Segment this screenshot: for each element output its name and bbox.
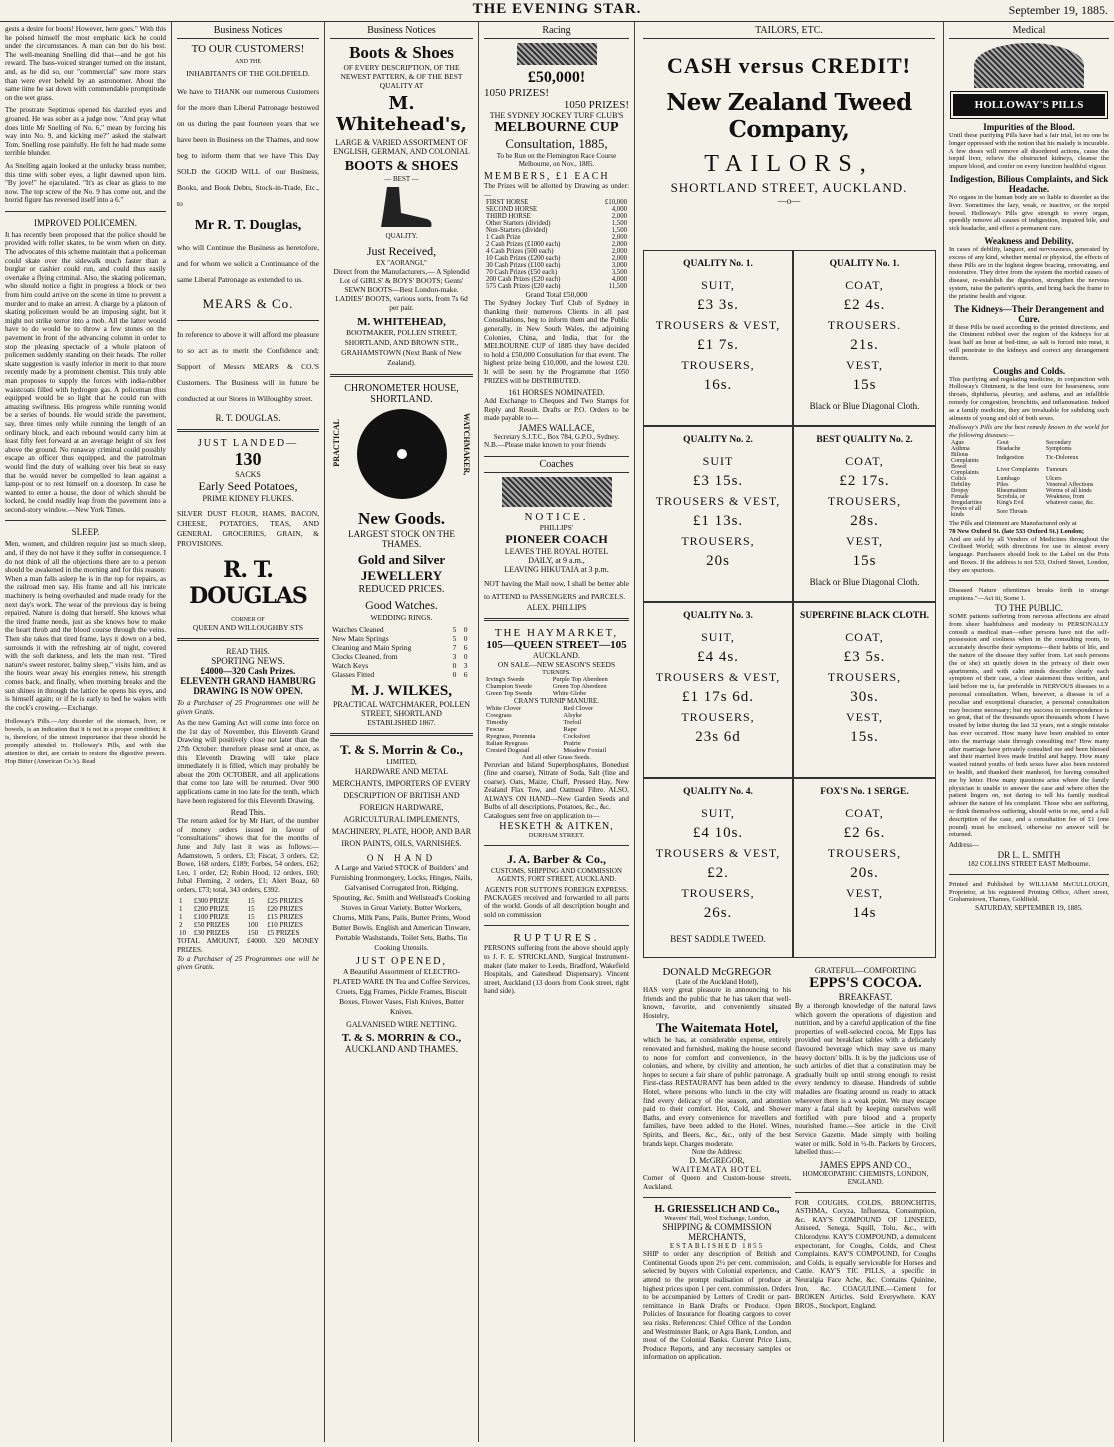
advert-name: R. T. DOUGLAS (189, 557, 307, 609)
advert-address: Secretary S.J.T.C., Box 784, G.P.O., Sydney. (493, 432, 620, 441)
imprint: Printed and Published by WILLIAM McCULLOUGH, Proprietor, at his registered Printing Office, Albert street, Grahamstown, Thames, Goldfield. (949, 880, 1109, 904)
advert-text: WEDDING RINGS. (370, 613, 433, 622)
advert-name: DONALD McGREGOR (662, 966, 772, 978)
advert-text: REDUCED PRICES. (358, 584, 445, 595)
price-box: QUALITY No. 2. SUIT £3 15s. TROUSERS & VEST, £1 13s. TROUSERS, 20s (643, 426, 793, 602)
advert-signature: DR L. L. SMITH (997, 849, 1061, 860)
advert-text: — BEST — (384, 175, 419, 183)
price-box: FOX'S No. 1 SERGE. COAT, £2 6s. TROUSERS, 20s. VEST, 14s (793, 778, 936, 958)
advert-text: HOMOEOPATHIC CHEMISTS, LONDON, ENGLAND. (802, 1169, 929, 1186)
advert-text: GRATEFUL—COMFORTING (814, 966, 917, 975)
advert-text: OF EVERY DESCRIPTION, OF THE NEWEST PATTERN, & OF THE BEST QUALITY AT (340, 63, 463, 90)
advert-signature: MEARS & Co. (202, 296, 294, 311)
article-heading: TO THE PUBLIC. (995, 603, 1063, 614)
divider (795, 1192, 936, 1193)
story-intro: gests a desire for boots! However, here goes." With this he poised himself the most emphatic kick he could under the circumstances. A man can but do his best. The well-meaning Snelling did that—and he got his reward. The bass-voiced stranger turned on the instant, and, as he did so, our "commercial" saw more stars than were ever beheld by an astronomer. About the same time he sat down with commendable promptitude on the wet grass. (5, 25, 166, 102)
advert-body: In reference to above it will afford me pleasure to so act as to merit the Confidence and; Support of Messrs MEARS & CO.'S Customers. The Business will in future be conducted at our Stores in Willoughby street. (177, 330, 319, 403)
advert-body: FOR COUGHS, COLDS, BRONCHITIS, ASTHMA, Coryza, Influenza, Consumption, &c. KAY'S COMPOUND OF LINSEED, Aniseed, Senega, Squill, Tolu, &c., with Chlorodyne. KAY'S COMPOUND, a demulcent expectorant, for Coughs, Colds, and Chest Complaints. KAY'S COMPOUND, for Coughs and Colds, is equally serviceable for Horses and Cattle. KAY'S TIC PILLS, a specific in Neuralgia Face Ache, &c. Contains Quinine, Iron, &c. COAGULINE.—Cement for BROKEN Articles. Sold Everywhere. KAY BROS., Stockport, England. (795, 1198, 936, 1310)
advert-text: AUCKLAND AND THAMES. (344, 1044, 459, 1054)
advert-text: Weavers' Hall, Wool Exchange, London, (664, 1215, 770, 1223)
column-medical (944, 22, 1114, 1442)
divider (484, 925, 629, 926)
divider (484, 618, 629, 621)
section-header: Medical (949, 25, 1109, 39)
table-row: FIRST HORSE £10,000 (486, 199, 627, 207)
advert-text: EX "AORANGI," (376, 259, 427, 267)
price-box: QUALITY No. 1. COAT, £2 4s. TROUSERS. 21s. VEST, 15s Black or Blue Diagonal Cloth. (793, 250, 936, 426)
advert-address: SHORTLAND STREET, AUCKLAND. (670, 180, 908, 195)
coach-illustration (502, 477, 612, 507)
advert-text: CUSTOMS, SHIPPING AND COMMISSION AGENTS, FORT STREET, AUCKLAND. (491, 866, 622, 883)
table-row: Ague Gout Secondary (951, 439, 1072, 446)
divider (5, 211, 166, 212)
table-row: Asthma Headache Symptoms (951, 445, 1072, 452)
table-row: Glasses Fitted 0 6 (332, 670, 468, 679)
advert-address: 182 COLLINS STREET EAST Melbourne. (967, 859, 1091, 868)
article-heading: Weakness and Debility. (984, 235, 1074, 246)
advert-text: ESTABLISHED 1855 (669, 1242, 765, 1251)
advert-text: BEST SADDLE TWEED. (670, 934, 766, 944)
advert-text: WAITEMATA HOTEL (672, 1165, 762, 1175)
advert-body: If these Pills be used according to the printed directions, and the Ointment rubbed over the region of the kidneys for at least half an hour at bed-time, as salt is forced into meat, it will penetrate to the kidneys and correct any derangement therein. (949, 323, 1109, 362)
table-row: Dropsy Rheumatism Worms of all kinds (951, 487, 1092, 494)
section-header: TAILORS, ETC. (643, 25, 935, 39)
advert-text: To a Purchaser of 25 Programmes one will be given Gratis. (177, 699, 319, 716)
table-row: 1 £200 PRIZE 15 £20 PRIZES (179, 905, 303, 914)
section-header: Business Notices (330, 25, 473, 39)
advert-body: As the new Gaming Act will come into force on the 1st day of November, this Eleventh Grand Drawing will positively close not later than the 27th October: therefore please send at once, as this Eleventh Drawing will take place immediately it is filled, which may probably be about the 20th OCTOBER, and all applications that come too late will be returned. Over 900 applications came in too late for the tenth, which have been registered for this Eleventh Drawing. (177, 719, 319, 805)
advert-signature: ALEX. PHILLIPS (526, 602, 587, 612)
table-row: Ryegrass, Perennia Cocksfoot (486, 732, 591, 740)
advert-body: By a thorough knowledge of the natural laws which govern the operations of digestion and nutrition, and by a careful application of the fine properties of well-selected cocoa, Mr Epps has provided our breakfast tables with a delicately flavoured beverage which may save us many heavy doctors' bills. It is by the judicious use of such articles of diet that a constitution may be gradually built up until strong enough to resist every tendency to disease. Hundreds of subtle maladies are floating around us ready to attack wherever there is a weak point. We may escape many a fatal shaft by keeping ourselves well fortified with pure blood and a properly nourished frame.—See article in the Civil Service Gazette. Made simply with boiling water or milk. Sold in ½-lb. Packets by Grocers, labelled thus:— (795, 1002, 936, 1157)
price-box: QUALITY No. 4. SUIT, £4 10s. TROUSERS & VEST, £2. TROUSERS, 26s. (643, 778, 793, 958)
advert-text: LEAVING HIKUTAIA at 3 p.m. (504, 564, 609, 574)
price-box: QUALITY No. 3. SUIT, £4 4s. TROUSERS & VEST, £1 17s 6d. TROUSERS, 23s 6d (643, 602, 793, 778)
advert-text: (Late of the Auckland Hotel), (675, 978, 759, 986)
advert-text: Grand Total £50,000 (525, 290, 588, 300)
advert-body: We have to THANK our numerous Customers for the more than Liberal Patronage bestowed on us during the past fourteen years that we have been in Business on the Thames, and now beg to inform them that we have This Day SOLD the GOOD WILL of our Business, Books, and Book Debts, Stock-in-Trade, Etc., to (177, 87, 319, 208)
advert-text: DAILY, at 9 a.m., (528, 555, 585, 565)
table-row: Colics Lumbago Ulcers (951, 475, 1062, 482)
advert-body: A Beautiful Assortment of ELECTRO-PLATED WARE IN Tea and Coffee Services, Cruets, Egg Frames, Pickle Frames, Biscuit Boxes, Flower Vases, Fish Knives, Butter Knives. (332, 967, 471, 1016)
table-row: Debility Piles Venereal Affections (951, 481, 1094, 488)
section-header: Racing (484, 25, 629, 39)
advert-title: Boots & Shoes (349, 43, 454, 62)
advert-name: T. & S. Morrin & Co., (340, 742, 463, 757)
advert-text: Holloway's Pills are the best remedy known in the world for the following diseases:— (949, 424, 1109, 440)
advert-signature: R. T. DOUGLAS. (215, 413, 281, 423)
table-row: Cleaning and Main Spring 7 6 (332, 643, 468, 652)
advert-text: Holloway's Pills.—Any disorder of the stomach, liver, or bowels, is an indication that it is not in a proper condition; it is, therefore, of the utmost importance that these should be promptly attended to. Holloway's Pills, and with due attention to diet, are certain to restore the digestive powers. Hop Bitter (American Co.'s). Read (5, 718, 166, 766)
clock-illustration: PRACTICAL WATCHMAKER, (330, 409, 473, 509)
advert-text: N.B.—Please make known to your friends (484, 440, 606, 449)
advert-name: H. GRIESSELICH AND Co., (654, 1204, 780, 1216)
advert-title: CASH versus CREDIT! (667, 53, 911, 78)
story-para-3: As Snelling again looked at the unlucky brass number, this time with sober eyes, a light dawned upon him. "By jove!" he ejaculated. "It's as clear as glass to me now. The top screw of the No. 9 has come out, and the horrid figure has reversed itself into a 6." (5, 161, 166, 205)
advert-waitemata (643, 966, 791, 1362)
divider (643, 1197, 791, 1198)
advert-headline: ELEVENTH GRAND HAMBURG DRAWING IS NOW OPEN. (180, 676, 316, 696)
advert-address: 105—QUEEN STREET—105 (486, 638, 627, 651)
advert-text: MEMBERS, £1 EACH (484, 171, 610, 182)
advert-text: CRAN'S TURNIP MANURE. (513, 696, 600, 705)
advert-body: HAS very great pleasure in announcing to his friends and the public that he has taken that well-known, favorite, and conveniently situated Hostelry, (643, 986, 791, 1020)
table-row: 200 Cash Prizes (£20 each) 4,000 (486, 276, 627, 284)
advert-title: SPORTING NEWS. (211, 656, 285, 666)
table-row: 1 £100 PRIZE 15 £15 PRIZES (179, 913, 303, 922)
advert-text: CORNER OF (231, 617, 265, 623)
advert-text: Read This. (230, 808, 266, 818)
advert-text: LIMITED, (386, 758, 417, 766)
table-row: Green Top Swede White Globe (486, 689, 587, 697)
column-racing (479, 22, 635, 1442)
story-para-2: The prostrate Septimus opened his dazzled eyes and groaned. He was sober as a judge now. "And pray what does little Mr Snelling of No. 6," mean by forcing his way into No. 9, and kicking me?" asked the stalwart Tom. Snelling rose painfully. He felt he had made some terrible blunder. (5, 106, 166, 158)
table-row: Champion Swede Green Top Aberdeen (486, 682, 607, 690)
advert-body: LADIES' BOOTS, various sorts, from 7s 6d per pair. (335, 294, 468, 312)
article-heading: Indigestion, Bilious Complaints, and Sick Headache. (949, 173, 1109, 194)
advert-signature: JAMES WALLACE, (518, 422, 595, 433)
advert-body: SHIP to order any description of British and Continental Goods upon 2½ per cent. commission, selected by buyers with Colonial experience, and attend to the prompt realisation of produce at highest prices upon 1 per cent. commission. Orders to be accompanied by Letters of Credit or part-remittance in Bank Drafts or Produce. Open Policies of Insurance for floating cargoes to cover sea risks. References: Chief Office of the London and Westminster Bank, or Agra Bank, London, and most of the Colonial Banks. Current Price Lists, Produce Reports, and any necessary samples or information on application. (643, 1250, 791, 1362)
advert-text: SACKS (235, 470, 261, 479)
advert-body: who will Continue the Business as heretofore, and for whom we solicit a Continuance of the same Liberal Patronage as extended to us. (177, 243, 319, 284)
advert-text: Catalogues sent free on application to— (484, 812, 600, 821)
advert-text: THE SYDNEY JOCKEY TURF CLUB'S (489, 111, 624, 120)
table-row: New Main Springs 5 0 (332, 634, 468, 643)
price-box: BEST QUALITY No. 2. COAT, £2 17s. TROUSERS, 28s. VEST, 15s Black or Blue Diagonal Cloth. (793, 426, 936, 602)
divider (949, 580, 1109, 581)
advert-text: Address— (949, 841, 979, 850)
clock-icon (357, 409, 447, 499)
advert-text: QUALITY. (385, 232, 418, 240)
advert-headline: £4000—320 Cash Prizes. (200, 666, 296, 676)
issue-date: September 19, 1885. (1008, 3, 1108, 17)
table-row: Irving's Swede Purple Top Aberdeen (486, 675, 608, 683)
table-row: 10 £30 PRIZES 150 £5 PRIZES (179, 929, 300, 938)
advert-body: In cases of debility, languor, and nervousness, generated by excess of any kind, whether mental or physical, the effects of these Pills are in the highest degree bracing, renovating, and restorative. They drive from the system the morbid causes of disease, re-establish the digestion, strengthen the nervous system, raise the patient's spirits, and bring back the frame to the pristine health and vigour. (949, 245, 1109, 300)
advert-title: JUST LANDED— (197, 438, 299, 449)
advert-quantity: 130 (234, 449, 262, 469)
table-row: Female Irregularities Scrofula, or King's Evil Weakness, from whatever cause, &c. (951, 493, 1095, 506)
advert-headline: TAILORS, (704, 151, 874, 177)
advert-headline: Good Watches. (365, 598, 438, 612)
price-list (330, 625, 473, 679)
advert-text: LARGE & VARIED ASSORTMENT OF ENGLISH, GERMAN, AND COLONIAL (333, 138, 470, 156)
column-editorial (0, 22, 172, 1442)
advert-body: PACKAGES received and forwarded to all parts of the world. Goods of all description bought and sold on commission (484, 893, 629, 919)
divider (330, 374, 473, 377)
horse-race-illustration (517, 43, 597, 65)
advert-signature: D. McGREGOR, (689, 1156, 745, 1166)
table-row: 2 £50 PRIZES 100 £10 PRIZES (179, 921, 303, 930)
table-row: Timothy Trefoil (486, 718, 582, 726)
advert-headline: SHIPPING & COMMISSION MERCHANTS, (662, 1222, 772, 1243)
advert-text: The Prizes will be allotted by Drawing as under:— (484, 182, 629, 199)
advert-text: 161 HORSES NOMINATED. (508, 388, 605, 398)
table-row: 575 Cash Prizes (£20 each) 11,500 (486, 283, 627, 291)
advert-text: PRIME KIDNEY FLUKES. (202, 494, 294, 503)
advert-body: And are sold by all Vendors of Medicines throughout the Civilised World; with directions for use in almost every language. Purchasers should look to the Label on the Pots and Boxes. If the address is not 533, Oxford Street, London, they are spurious. (949, 535, 1109, 574)
advert-body: The Sydney Jockey Turf Club of Sydney in thanking their numerous Clients in all past Consultations, beg to inform them and the Public generally, in New South Wales, the adjoining Colonies, China, and India, that for the MELBOURNE CUP of 1885 they have decided to hold a £50,000 Consultation for that event. The highest prize being £10,000, and the lowest £20. It will be seen by the Programme that 1050 PRIZES will be DISTRIBUTED. (484, 299, 629, 385)
advert-name: Mr R. T. Douglas, (194, 218, 302, 233)
advert-text: 1050 PRIZES! (484, 87, 550, 99)
seed-list (484, 676, 629, 697)
table-row: Cowgrass Alsyke (486, 711, 582, 719)
table-row: Watch Keys 0 3 (332, 661, 468, 670)
advert-signature: M. WHITEHEAD, (357, 316, 446, 328)
company-name: New Zealand Tweed Company, (666, 89, 912, 143)
table-row: SECOND HORSE 4,000 (486, 206, 627, 214)
table-row: 2 Cash Prizes (£1000 each) 2,000 (486, 241, 627, 249)
advert-list: SILVER DUST FLOUR, HAMS, BACON, CHEESE, POTATOES, TEAS, AND GENERAL GROCERIES, GRAIN, & PROVISIONS. (177, 509, 319, 548)
column-tailors: TAILORS, ETC. CASH versus CREDIT! New Zealand Tweed Company, TAILORS, SHORTLAND STREET, AUCKLAND. —o— QUALITY No. 1. SUIT, £3 3s. TROUSERS & VEST, £1 7s. TROUSERS, 16s. QUALITY No. 1. COAT, £2 4s. TROUSERS. 21s. VEST, 15s Black or Blue Diagonal Cloth. QUALITY No. 2. SUIT £3 15s. TROUSERS & VEST, £1 13s. TROUSERS, 20s BEST QUALITY No. 2. COAT, £2 17s. TROUSERS, 28s. VEST, 15s Black or Blue Diagonal Cloth. QUALITY No. 3. SUIT, £4 4s. TROUSERS & VEST, £1 17s 6d. TROUSERS, 23s 6d SUPERFINE BLACK CLOTH. COAT, £3 5s. TROUSERS, 30s. VEST, 15s. QUALITY No. 4. SUIT, £4 10s. TROUSERS & VEST, £2. TROUSERS, 26s. FOX'S No. 1 SERGE. COAT, £2 6s. TROUSERS, 20s. VEST, 14s BEST SADDLE TWEED. DONALD McGREGOR (Late of the Auckland Hotel), HAS very great pleasure in announcing to his friends and the public that he has taken that well-known, favorite, and conveniently situated Hostelry, The Waitemata Hotel, which he has, at considerable expense, entirely renovated and furnished, making the house second to none for comfort and convenience, in the colonies, and where, by civility and attention, he hopes to secure a fair share of public patronage. A First-class RESTAURANT has been added to the Hotel, where persons who lunch in the city will find every delicacy of the season, and attention paid to their comfort. Hot, Cold, and Shower Baths, and every convenience for travellers and families, have been added to the Hotel. Wines, Spirits, and Beers, &c., &c., only of the best brands kept. Charges moderate. Note the Address: D. McGREGOR, WAITEMATA HOTEL Corner of Queen and Custom-house streets, Auckland. H. GRIESSELICH AND Co., Weavers' Hall, Wool Exchange, London, SHIPPING & COMMISSION MERCHANTS, ESTABLISHED 1855 SHIP to order any description of British and Continental Goods upon 2½ per cent. commission, selected by buyers with Colonial experience, and attend to the prompt realisation of produce at highest prices upon 1 per cent. commission. Orders to be accompanied by Letters of Credit or part-remittance in Bank Drafts or Produce. Open Policies of Insurance for floating cargoes to cover sea risks. References: Chief Office of the London and Westminster Bank, or Agra Bank, London, and most of the Colonial Banks. Current Price Lists, Produce Reports, and any necessary samples or information on application. GRATEFUL—COMFORTING EPPS'S COCOA. BREAKFAST. By a thorough knowledge of the natural laws which govern the operations of digestion and nutrition, and by a careful application of the fine properties of well-selected cocoa, Mr Epps has provided our breakfast tables with a delicately flavoured beverage which may save us many heavy doctors' bills. It is by the judicious use of such articles of diet that a constitution may be gradually built up until strong enough to resist every tendency to disease. Hundreds of subtle maladies are floating around us ready to attack wherever there is a weak point. We may escape many a fatal shaft by keeping ourselves well fortified with pure blood and a properly nourished frame.—See article in the Civil Service Gazette. Made simply with boiling water or milk. Sold in ½-lb. Packets by Grocers, labelled thus:— JAMES EPPS AND CO., HOMOEOPATHIC CHEMISTS, LONDON, ENGLAND. FOR COUGHS, COLDS, BRONCHITIS, ASTHMA, Coryza, Influenza, Consumption, &c. KAY'S COMPOUND OF LINSEED, Aniseed, Senega, Squill, Tolu, &c., with Chlorodyne. KAY'S COMPOUND, a demulcent expectorant, for Coughs, Colds, and Chest Complaints. KAY'S COMPOUND, for Coughs and Colds, is equally serviceable for Horses and Cattle. KAY'S TIC PILLS, a specific in Neuralgia Face Ache, &c. Contains Quinine, Iron, &c. COAGULINE.—Cement for BROKEN Articles. Sold Everywhere. KAY BROS., Stockport, England. (635, 22, 944, 1442)
imprint-date: SATURDAY, SEPTEMBER 19, 1885. (975, 904, 1083, 913)
article-heading: The Kidneys—Their Derangement and Cure. (953, 303, 1105, 324)
advert-text: ON HAND (366, 853, 437, 863)
disease-table (949, 440, 1109, 518)
advert-text: And all other Grass Seeds. (521, 753, 592, 761)
table-row: 70 Cash Prizes (£50 each) 3,500 (486, 269, 627, 277)
divider (949, 874, 1109, 875)
advert-text: Note the Address: (691, 1148, 743, 1157)
advert-title: NOTICE. (524, 510, 589, 523)
advert-title: EPPS'S COCOA. (809, 975, 922, 991)
table-row: Bilious Complaints Indigestion Tic-Doloreux (951, 451, 1079, 464)
section-header: Coaches (484, 456, 629, 473)
advert-title: RUPTURES. (513, 932, 600, 945)
advert-headline: £50,000! (527, 69, 586, 86)
advert-headline: Consultation, 1885, (505, 136, 608, 151)
article-heading: Coughs and Colds. (992, 365, 1066, 376)
advert-body: A Large and Varied STOCK of Builders' and Furnishing Ironmongery, Locks, Hinges, Nails, Galvanised Corrugated Iron, Ridging, Spouting, &c. Smith and Wellstead's Cooking Stoves in Great Variety. Butter Workers, Churns, Milk Pans, Pails, Butter Prints, Wood Butter Bowls. English and American Tinware, Portable Washstands, Toilet Sets, Baths, Tin Cooking Utensils. (330, 863, 473, 952)
table-row: 30 Cash Prizes (£100 each) 3,000 (486, 262, 627, 270)
advert-body: NOT having the Mail now, I shall be better able to ATTEND to PASSENGERS and PARCELS. (484, 578, 629, 601)
holloway-emblem-illustration (974, 43, 1084, 88)
table-row: THIRD HORSE 2,000 (486, 213, 627, 221)
advert-title: THE HAYMARKET, (494, 626, 619, 639)
table-row: Italian Ryegrass Prairie (486, 739, 581, 747)
advert-body: HARDWARE AND METAL MERCHANTS, IMPORTERS OF EVERY DESCRIPTION OF BRITISH AND FOREIGN HARDWARE, AGRICULTURAL IMPLEMENTS, MACHINERY, PLATE, HOOP, AND BAR IRON PAINTS, OILS, VARNISHES. (331, 767, 472, 848)
advert-title: TO OUR CUSTOMERS! (191, 43, 305, 55)
prize-table (484, 199, 629, 290)
advert-headline: Just Received, (366, 244, 437, 258)
divider (330, 733, 473, 736)
advert-address: BOOTMAKER, POLLEN STREET, SHORTLAND, AND BROWN STR., GRAHAMSTOWN (Next Bank of New Zealand). (341, 328, 462, 367)
divider (5, 520, 166, 521)
advert-text: Diseased Nature oftentimes breaks forth in strange eruptions."—Act iii, Scene 1. (949, 587, 1109, 603)
prize-table (177, 897, 319, 937)
price-box: SUPERFINE BLACK CLOTH. COAT, £3 5s. TROUSERS, 30s. VEST, 15s. (793, 602, 936, 778)
advert-text: LARGEST STOCK ON THE THAMES. (348, 529, 455, 549)
advert-text: GALVANISED WIRE NETTING. (346, 1020, 457, 1029)
table-row: Crested Dogstail Meadow Foxtail (486, 746, 607, 754)
advert-headline: PIONEER COACH (505, 531, 608, 546)
advert-text: BREAKFAST. (838, 992, 893, 1002)
table-row: Fevers of all kinds Sore Throats (951, 505, 1028, 518)
advert-text: Add Exchange to Cheques and Two Stamps for Reply and Result. Drafts or P.O. Orders to be made payable to— (484, 397, 629, 423)
table-row: 4 Cash Prizes (500 each) 2,000 (486, 248, 627, 256)
advert-body: This purifying and regulating medicine, in conjunction with Holloway's Ointment, is the best cure for hoarseness, sore throats, diphtheria, pleurisy, and asthma, and an infallible remedy for congestion, bronchitis, and inflammation. Indeed as a family medicine, they are invaluable for subduing such ailments of young and old of both sexes. (949, 375, 1109, 422)
advert-title: CHRONOMETER HOUSE, SHORTLAND. (344, 383, 459, 405)
divider (177, 320, 319, 321)
advert-text: ON SALE—NEW SEASON'S SEEDS (497, 659, 616, 669)
table-row: Watches Cleaned 5 0 (332, 625, 468, 634)
advert-text: INHABITANTS OF THE GOLDFIELD. (186, 69, 310, 78)
divider (177, 638, 319, 641)
advert-body: Until these purifying Pills have had a fair trial, let no one be longer oppressed with the notion that his malady is incurable. A few doses will remove all disordered actions, cause the torpid liver, relieve the obstructed kidneys, cleanse the impure blood, and confer on every function healthful vigour. (949, 132, 1109, 171)
advert-body: PERSONS suffering from the above should apply to J. F. E. STRICKLAND, Surgical Instrument-maker (late maker to Leeds, Bradford, Wakefield Hospitals, and Gateshead Dispensary). Vincent street, Auckland (13 doors from Cook street, right hand side). (484, 944, 629, 996)
article-heading: Impurities of the Blood. (983, 122, 1075, 132)
advert-text: The Pills and Ointment are Manufactured only at (949, 519, 1077, 527)
advert-text: To be Run on the Flemington Race Course Melbourne, on Nov., 1885. (496, 152, 617, 168)
column-business-notices (172, 22, 325, 1442)
advert-text: TOTAL AMOUNT, £4000. 320 MONEY PRIZES. (177, 937, 319, 955)
table-row: Other Starters (divided) 1,500 (486, 220, 627, 228)
advert-name: M. Whitehead's, (336, 93, 467, 135)
advert-body: Peruvian and Island Superphosphates, Bonedust (fine and coarse), Nitrate of Soda, Salt (fine and coarse). Oats, Maize, Chaff, Pressed Hay, New Zealand Flax Tow, and Oatmeal Fibre. ALSO, ALWAYS ON HAND—New Garden Seeds and Bulbs of all descriptions, Potatoes, &c., &c. (484, 760, 629, 812)
article-body: Men, women, and children require just so much sleep, and, if they do not have it they suffer in consequence. I do not think of all the objections there are to a person should be awakened in the morning and for this reason: When a man falls asleep he is in the top for repairs, as the railroad men say. His frame and all his intricate machinery is being overhauled and made ready for the next day's work. The wear of the previous day is being repaired. Nature is doing that herself. She knows what the tired frame needs, just as she knows how to make the heart throb and the blood course through the veins. Then she takes that tired frame, lays it down on a bed, surrounds it with the refreshing air of night, covered with the soft darkness, and lets the man rest. "Tired nature's sweet restorer, balmy sleep," visits him, and as the hours wear away his energies renew, his strength comes back, and finally, when morning breaks and the sun shines in through the lattice he opens his eyes, and is himself again; or if he is early to bed he wakes with the cock's crowing.—Exchange. (5, 540, 166, 712)
advert-headline: New Goods. (358, 509, 445, 528)
table-row: White Clover Red Clover (486, 704, 594, 712)
advert-body: which he has, at considerable expense, entirely renovated and furnished, making the house second to none for comfort and convenience, in the colonies, and where, by civility and attention, he hopes to secure a fair share of public patronage. A First-class RESTAURANT has been added to the Hotel, where persons who lunch in the city will find every delicacy of the season, and attention paid to their comfort. Hot, Cold, and Shower Baths, and every convenience for travellers and families, have been added to the Hotel. Wines, Spirits, and Beers, &c., &c., only of the best brands kept. Charges moderate. (643, 1036, 791, 1148)
advert-address: PRACTICAL WATCHMAKER, POLLEN STREET, SHORTLAND (332, 700, 471, 718)
advert-headline: BOOTS & SHOES (344, 159, 459, 174)
table-row: Clocks Cleaned, from 3 0 (332, 652, 468, 661)
advert-body: The return asked for by Mr Hart, of the number of money orders issued in favour of "consultations" shows that for the months of June and July last it was as follows:—Adamstown, 5 orders, £3; Fiscat, 3 orders, £2; Bowe, 168 orders, £189; Forbes, 54 orders, £62; Leo, 1 order, £2; Robin Hood, 12 orders, £60; Jubal Fleming, 2 orders, £1; Alert Boaz, 60 orders, £73; total, 343 orders, £392. (177, 817, 319, 894)
article-heading: SLEEP. (71, 527, 100, 538)
advert-signature: M. J. WILKES, (351, 683, 452, 699)
masthead (0, 0, 1114, 22)
advert-address: Corner of Queen and Custom-house streets, Auckland. (643, 1174, 791, 1191)
advert-text: AUCKLAND. (533, 650, 580, 660)
advert-text: AND THE (234, 59, 262, 65)
clover-list (484, 705, 629, 754)
advert-signature: JAMES EPPS AND CO., (819, 1159, 912, 1170)
advert-text: READ THIS. (226, 647, 270, 656)
advert-headline: Gold and Silver JEWELLERY (357, 552, 446, 583)
divider (177, 429, 319, 432)
advert-text: 1050 PRIZES! (563, 99, 629, 111)
advert-headline: Early Seed Potatoes, (198, 479, 298, 493)
advert-address: 78 New Oxford St. (late 533 Oxford St.) London; (949, 527, 1085, 535)
advert-epps (795, 966, 936, 1310)
advert-text: DURHAM STREET. (528, 831, 585, 839)
table-row: Fescue Rape (486, 725, 577, 733)
advert-address: QUEEN AND WILLOUGHBY STS (192, 623, 304, 632)
advert-text: ESTABLISHED 1867. (367, 718, 436, 727)
advert-text: AGENTS FOR SUTTON'S FOREIGN EXPRESS. (485, 885, 628, 894)
table-row: 1 Cash Prize 2,000 (486, 234, 627, 242)
table-row: Non-Starters (divided) 1,500 (486, 227, 627, 235)
advert-text: TURNIPS. (542, 668, 571, 676)
advert-text: PHILLIPS' (539, 522, 574, 532)
advert-text: LEAVES THE ROYAL HOTEL (504, 546, 609, 556)
table-row: 1 £300 PRIZE 15 £25 PRIZES (179, 897, 303, 906)
advert-signature: T. & S. MORRIN & CO., (341, 1032, 462, 1044)
column-business-notices-2 (325, 22, 479, 1442)
advert-body: SOME patients suffering from nervous affections are afraid from sheer bashfulness and modesty to PERSONALLY consult a medical man—other persons have not the self-possession and coolness when in the consulting room, to accurately describe their symptoms—their habits of life, and the nature of the disease they suffer from. Let such persons (he or she) sit quietly down in the privacy of their own apartments, and with calm minds describe clearly each symptom of their case, a clear statement thus written, and laid before me is, far preferable in NERVOUS diseases to a personal consultation. When, however, a disease is of a peculiar and exceptional character, a personal consultation may become necessary; but my success in correspondence is so great, that of the thousands upon thousands whom I have treated by letter during the last 32 years, not a single mistake has ever occurred. How many have been enabled to enter into the marriage state through consulting me? How many after marriage have privately consulted me and been blessed and their married lives made fruitful and happy. How many wasted ruined youths of both sexes have also been restored to health, and thanked their manhood, for having consulted me by letter. How many questions arise where the family physician is unable to answer the case and where often the patient lingers on, not daring to tell his family medical adviser the nature of his complaint. Those who are suffering, or think themselves suffering, should write to me, send a full description of the case, and a consultation fee of £1 (one pound) must be enclosed, otherwise no answer will be returned. (949, 613, 1109, 839)
advert-title: MELBOURNE CUP (494, 120, 619, 135)
newspaper-title: THE EVENING STAR. (472, 1, 642, 17)
section-header: Business Notices (177, 25, 319, 39)
advert-body: No organs in the human body are so liable to disorder as the liver. Sometimes the lazy, weak, or inactive, or the torpid bowel. Holloway's Pills give strength to every organ, speedily remove all causes of indigestion, impaired bile, and sick headache, and effect a permanent cure. (949, 193, 1109, 233)
boot-icon (367, 185, 437, 230)
advert-signature: HESKETH & AITKEN, (499, 820, 614, 832)
price-box: QUALITY No. 1. SUIT, £3 3s. TROUSERS & VEST, £1 7s. TROUSERS, 16s. (643, 250, 793, 426)
holloway-banner: HOLLOWAY'S PILLS (953, 94, 1105, 116)
advert-headline: The Waitemata Hotel, (655, 1020, 779, 1036)
advert-body: Direct from the Manufacturers,— A Splendid Lot of GIRLS' & BOYS' BOOTS; Gents' SEWN BOOTS—Best London-make. (333, 267, 470, 294)
divider (484, 845, 629, 846)
article-heading: IMPROVED POLICEMEN. (33, 217, 137, 228)
advert-name: J. A. Barber & Co., (506, 851, 607, 866)
table-row: 10 Cash Prizes (£200 each) 2,000 (486, 255, 627, 263)
advert-text: To a Purchaser of 25 Programmes one will be given Gratis. (177, 954, 319, 972)
advert-headline: JUST OPENED, (355, 956, 448, 967)
table-row: Bowel Complaints Liver Complaints Tumours (951, 463, 1068, 476)
article-body: It has recently been proposed that the police should be provided with roller skates, to be worn when on duty. The advocates of this scheme maintain that a policeman could skate over the sidewalk much faster than a burglar or cashier could run, and could thus easily overtake a flying criminal. Also, the skating policeman, who should notice a fight in progress a block or two from him could arrive on the scene in time to prevent a murder and to make an arrest. A charge by a platoon of skating policemen would be an imposing sight, but it might not strike terror into a mob. All the latter would have to do would be to throw a few stones on the pavement in front of the advancing column in order to stop the pleasing spectacle of a whole platoon of policemen suddenly standing on their heads. The roller skate suggestion is vastly inferior in merit to that more recently made by a prominent chemist. This truly able man proposes to supply the forces with india-rubber waistcoats filled with hydrogen gas. A policeman thus equipped would be so light that he could run with amazing swiftness. His progress while running would be a series of bounds. He would stride the pavement, say, three times only while running the length of an ordinary block, and each rebound would carry him at least fifty feet forward at an average height of six feet above the ground. No runaway criminal could possibly escape an officer thus equipped, and the patrolman would find the duty of walking over his beat so easy that he would never be compelled to lean against a lamp-post or to rest himself on a doorstep. In case he wanted to enter a house, the door of which should be locked, he could readily leap from the pavement into a second-story window.—New York Times. (5, 230, 166, 514)
